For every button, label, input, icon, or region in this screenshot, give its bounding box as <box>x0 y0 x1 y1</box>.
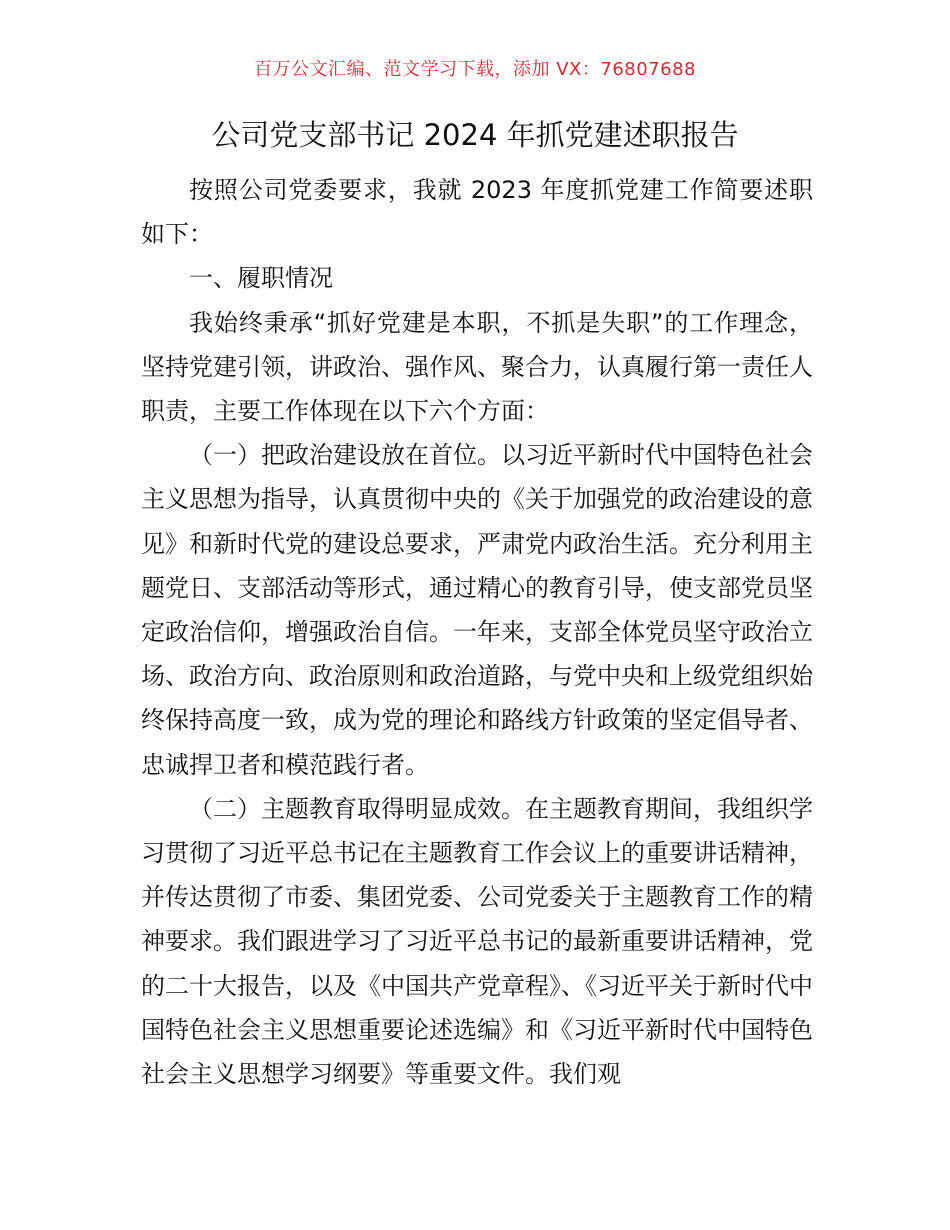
section-heading: 一、履职情况 <box>189 264 333 293</box>
intro-paragraph: 按照公司党委要求，我就 2023 年度抓党建工作简要述职如下： <box>141 176 813 249</box>
body-paragraph: （二）主题教育取得明显成效。在主题教育期间，我组织学习贯彻了习近平总书记在主题教育工作会议上的重要讲话精神，并传达贯彻了市委、集团党委、公司党委关于主题教育工作的精神要求。我们跟进学习了习近平总书记的最新重要讲话精神，党的二十大报告，以及《中国共产党章程》、《习近平关于新时代中国特色社会主义思想重要论述选编》和《习近平新时代中国特色社会主义思想学习纲要》等重要文件。我们观 <box>141 794 813 1089</box>
body-paragraph: （一）把政治建设放在首位。以习近平新时代中国特色社会主义思想为指导，认真贯彻中央的《关于加强党的政治建设的意见》和新时代党的建设总要求，严肃党内政治生活。充分利用主题党日、支部活动等形式，通过精心的教育引导，使支部党员坚定政治信仰，增强政治自信。一年来，支部全体党员坚守政治立场、政治方向、政治原则和政治道路，与党中央和上级党组织始终保持高度一致，成为党的理论和路线方针政策的坚定倡导者、忠诚捍卫者和模范践行者。 <box>141 441 813 779</box>
body-paragraph: 我始终秉承“抓好党建是本职，不抓是失职”的工作理念，坚持党建引领，讲政治、强作风、聚合力，认真履行第一责任人职责，主要工作体现在以下六个方面： <box>141 308 813 426</box>
promo-header: 百万公文汇编、范文学习下载，添加 VX：76807688 <box>254 59 696 80</box>
document-body <box>141 168 813 1096</box>
document-title: 公司党支部书记 2024 年抓党建述职报告 <box>211 118 739 152</box>
